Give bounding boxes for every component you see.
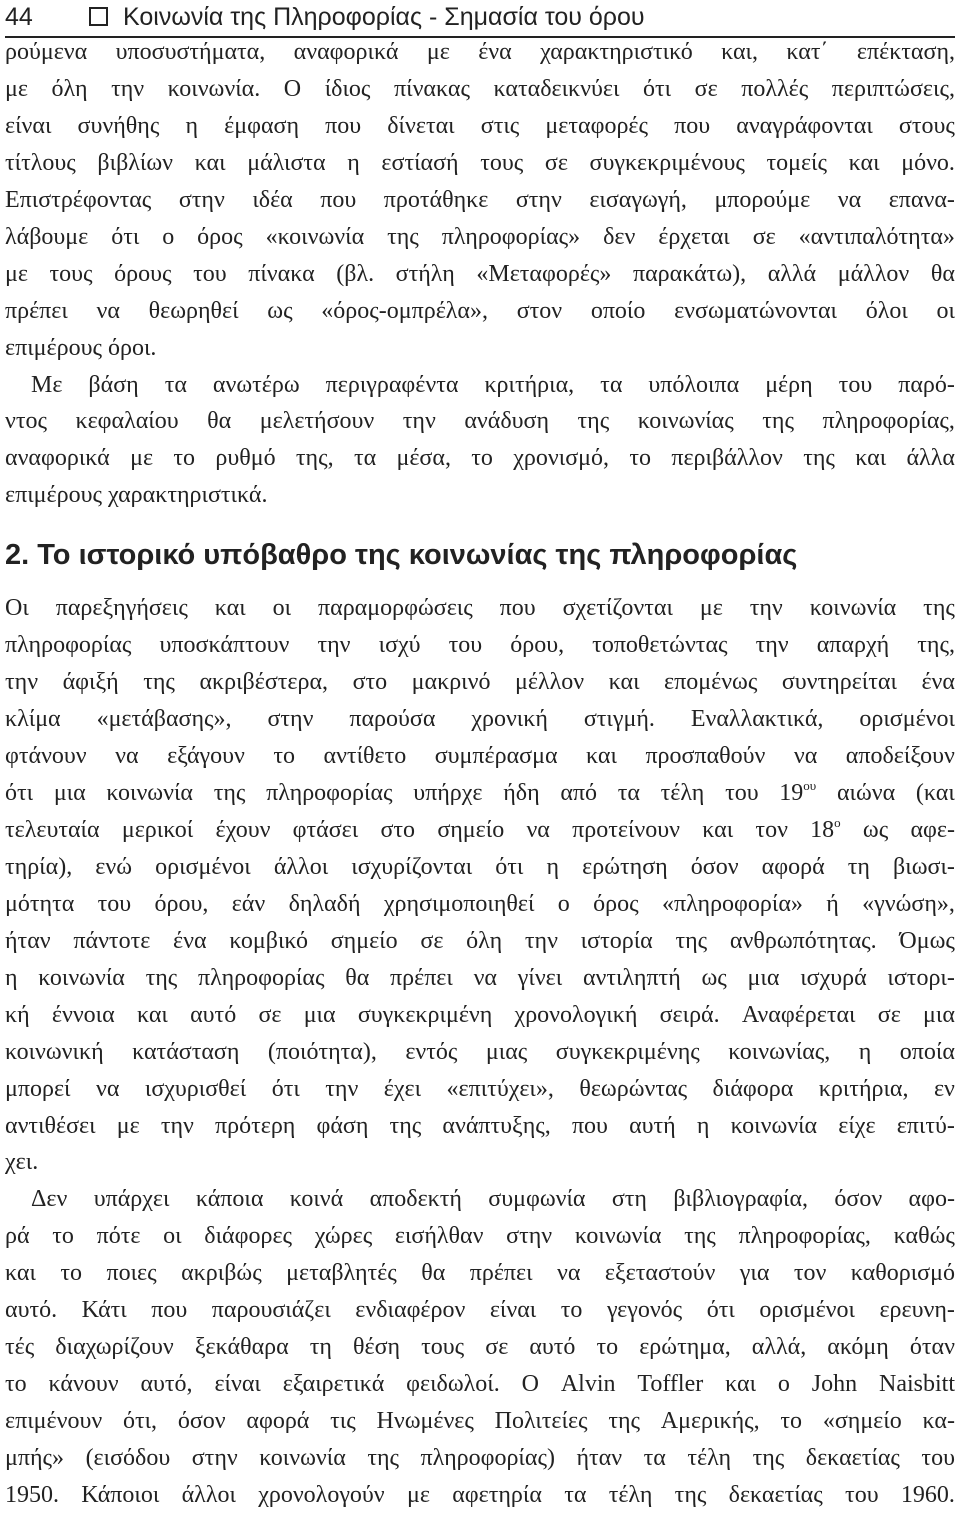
text-line: λάβουμε ότι ο όρος «κοινωνία της πληροφορίας» δεν έρχεται σε «αντιπαλότητα» bbox=[5, 224, 955, 250]
text-line: 1950. Κάποιοι άλλοι χρονολογούν με αφετηρία τα τέλη της δεκαετίας του 1960. bbox=[5, 1482, 955, 1508]
text-line: κοινωνική κατάσταση (ποιότητα), εντός μιας συγκεκριμένης κοινωνίας, η οποία bbox=[5, 1039, 955, 1065]
text-line: ήταν πάντοτε ένα κομβικό σημείο σε όλη την ιστορία της ανθρωπότητας. Όμως bbox=[5, 928, 955, 954]
text-line: αναφορικά με το ρυθμό της, τα μέσα, το χρονισμό, το περιβάλλον της και άλλα bbox=[5, 445, 955, 471]
text-line: τές διαχωρίζουν ξεκάθαρα τη θέση τους σε αυτό το ερώτημα, αλλά, ακόμη όταν bbox=[5, 1334, 955, 1360]
text-line: Οι παρεξηγήσεις και οι παραμορφώσεις που σχετίζονται με την κοινωνία της bbox=[5, 595, 955, 621]
text-line: τηρία), ενώ ορισμένοι άλλοι ισχυρίζονται ότι η ερώτηση όσον αφορά τη βιωσι- bbox=[5, 854, 955, 880]
text-line: κλίμα «μετάβασης», στην παρούσα χρονική στιγμή. Εναλλακτικά, ορισμένοι bbox=[5, 706, 955, 732]
text-line: αυτό. Κάτι που παρουσιάζει ενδιαφέρον είναι το γεγονός ότι ορισμένοι ερευνη- bbox=[5, 1297, 955, 1323]
text-line: με όλη την κοινωνία. Ο ίδιος πίνακας καταδεικνύει ότι σε πολλές περιπτώσεις, bbox=[5, 76, 955, 102]
text-line: Επιστρέφοντας στην ιδέα που προτάθηκε στην εισαγωγή, μπορούμε να επανα- bbox=[5, 187, 955, 213]
text-line: η κοινωνία της πληροφορίας θα πρέπει να γίνει αντιληπτή ως μια ισχυρά ιστορι- bbox=[5, 965, 955, 991]
running-title: Κοινωνία της Πληροφορίας - Σημασία του όρου bbox=[123, 3, 645, 31]
text-line: ρούμενα υποσυστήματα, αναφορικά με ένα χαρακτηριστικό και, κατ΄ επέκταση, bbox=[5, 39, 955, 65]
text-line: Με βάση τα ανωτέρω περιγραφέντα κριτήρια, τα υπόλοιπα μέρη του παρό- bbox=[31, 372, 955, 398]
text-line: κή έννοια και αυτό σε μια συγκεκριμένη χρονολογική σειρά. Αναφέρεται σε μια bbox=[5, 1002, 955, 1028]
text-line: Δεν υπάρχει κάποια κοινά αποδεκτή συμφωνία στη βιβλιογραφία, όσον αφο- bbox=[31, 1186, 955, 1212]
text-line: επιμέρους χαρακτηριστικά. bbox=[5, 482, 268, 508]
text-line: μπορεί να ισχυρισθεί ότι την έχει «επιτύχει», θεωρώντας διάφορα κριτήρια, εν bbox=[5, 1076, 955, 1102]
text-line: ρά το πότε οι διάφορες χώρες εισήλθαν στην κοινωνία της πληροφορίας, καθώς bbox=[5, 1223, 955, 1249]
text-line: ότι μια κοινωνία της πληροφορίας υπήρχε ήδη από τα τέλη του $19^{o\upsilon}$ αιώνα (και bbox=[5, 778, 955, 806]
text-line: επιμέρους όροι. bbox=[5, 335, 157, 361]
text-line: πληροφορίας υποσκάπτουν την ισχύ του όρου, τοποθετώντας την απαρχή της, bbox=[5, 632, 955, 658]
text-line: είναι συνήθης η έμφαση που δίνεται στις μεταφορές που αναγράφονται στους bbox=[5, 113, 955, 139]
text-line: και το ποιες ακριβώς μεταβλητές θα πρέπει να εξεταστούν για τον καθορισμό bbox=[5, 1260, 955, 1286]
text-line: μπής» (εισόδου στην κοινωνία της πληροφορίας) ήταν τα τέλη της δεκαετίας του bbox=[5, 1445, 955, 1471]
page-number: 44 bbox=[5, 3, 33, 31]
text-line: τίτλους βιβλίων και μάλιστα η εστίασή τους σε συγκεκριμένους τομείς και μόνο. bbox=[5, 150, 955, 176]
text-line: με τους όρους του πίνακα (βλ. στήλη «Μεταφορές» παρακάτω), αλλά μάλλον θα bbox=[5, 261, 955, 287]
text-line: τελευταία μερικοί έχουν φτάσει στο σημείο να προτείνουν και τον $18^o$ ως αφε- bbox=[5, 815, 955, 843]
page-header bbox=[5, 0, 955, 38]
text-line: την άφιξή της ακριβέστερα, στο μακρινό μέλλον και επομένως συντηρείται ένα bbox=[5, 669, 955, 695]
section-heading: 2. Το ιστορικό υπόβαθρο της κοινωνίας της πληροφορίας bbox=[5, 539, 798, 571]
square-bullet-icon bbox=[89, 7, 108, 26]
text-line: το κάνουν αυτό, είναι εξαιρετικά φειδωλοί. Ο Alvin Toffler και ο John Naisbitt bbox=[5, 1371, 955, 1397]
text-line: χει. bbox=[5, 1149, 39, 1175]
text-line: φτάνουν να εξάγουν το αντίθετο συμπέρασμα και προσπαθούν να αποδείξουν bbox=[5, 743, 955, 769]
text-line: ντος κεφαλαίου θα μελετήσουν την ανάδυση της κοινωνίας της πληροφορίας, bbox=[5, 408, 955, 434]
text-line: μότητα του όρου, εάν δηλαδή χρησιμοποιηθεί ο όρος «πληροφορία» ή «γνώση», bbox=[5, 891, 955, 917]
text-line: επιμένουν ότι, όσον αφορά τις Ηνωμένες Πολιτείες της Αμερικής, το «σημείο κα- bbox=[5, 1408, 955, 1434]
text-line: πρέπει να θεωρηθεί ως «όρος-ομπρέλα», στον οποίο ενσωματώνονται όλοι οι bbox=[5, 298, 955, 324]
text-line: αντιθέσει με την πρότερη φάση της ανάπτυξης, που αυτή η κοινωνία είχε επιτύ- bbox=[5, 1113, 955, 1139]
